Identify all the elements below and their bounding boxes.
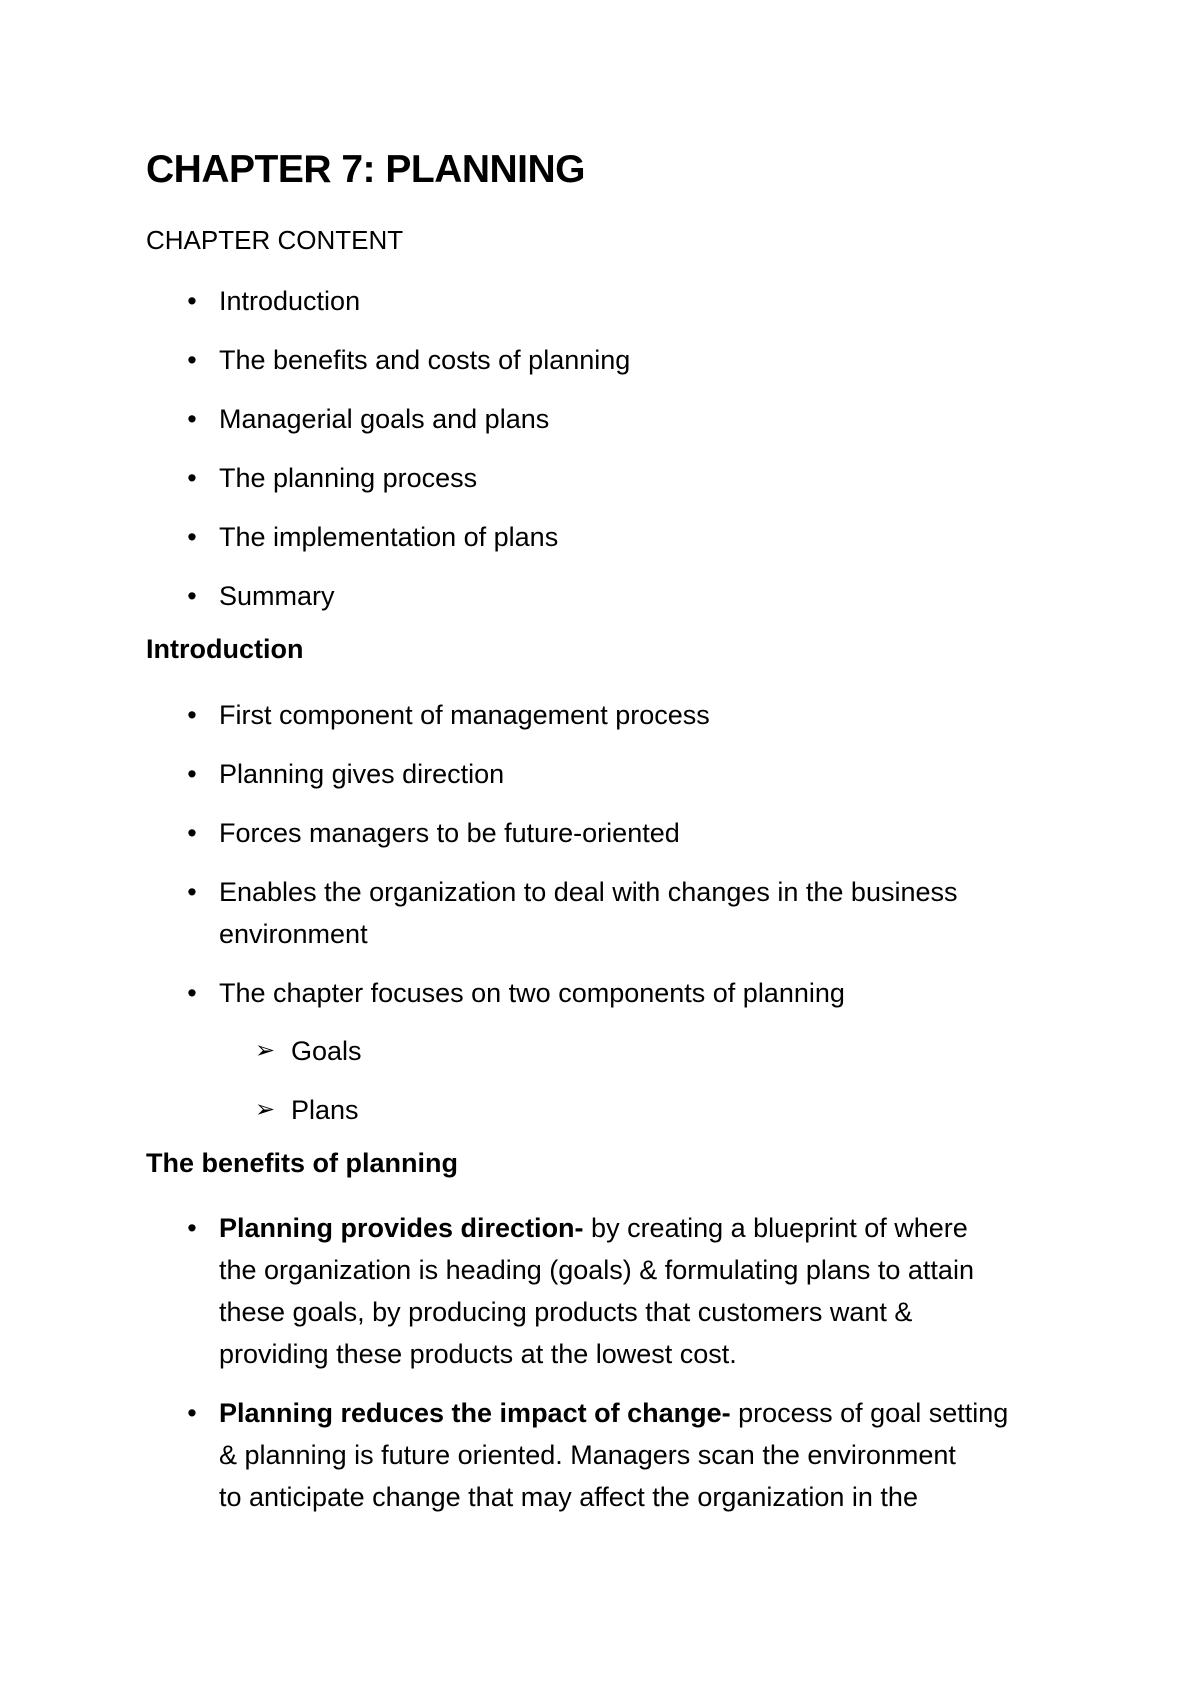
page-title: CHAPTER 7: PLANNING xyxy=(146,148,586,191)
bullet-icon: • xyxy=(187,404,197,434)
bullet-icon: • xyxy=(187,286,197,316)
benefit-line: & planning is future oriented. Managers scan the environment xyxy=(219,1440,956,1470)
bullet-icon: • xyxy=(187,522,197,552)
bullet-icon: • xyxy=(187,345,197,375)
benefit-line: to anticipate change that may affect the organization in the xyxy=(219,1482,918,1512)
bullet-icon: • xyxy=(187,877,197,907)
benefit-line: the organization is heading (goals) & formulating plans to attain xyxy=(219,1255,974,1285)
contents-heading: CHAPTER CONTENT xyxy=(146,225,404,255)
benefit-line: Planning provides direction- by creating a blueprint of where xyxy=(219,1213,968,1243)
benefit-lead: Planning reduces the impact of change- xyxy=(219,1398,731,1428)
bullet-icon: • xyxy=(187,1213,197,1243)
benefit-lead: Planning provides direction- xyxy=(219,1213,584,1243)
bullet-icon: • xyxy=(187,1398,197,1428)
bullet-icon: • xyxy=(187,818,197,848)
benefit-line: providing these products at the lowest cost. xyxy=(219,1339,737,1369)
arrow-bullet-icon: ➢ xyxy=(255,1037,276,1064)
benefit-line: these goals, by producing products that customers want & xyxy=(219,1297,913,1327)
intro-heading: Introduction xyxy=(146,634,304,664)
bullet-icon: • xyxy=(187,978,197,1008)
arrow-bullet-icon: ➢ xyxy=(255,1096,276,1123)
bullet-icon: • xyxy=(187,581,197,611)
benefits-heading: The benefits of planning xyxy=(146,1148,458,1178)
bullet-icon: • xyxy=(187,759,197,789)
benefit-line: Planning reduces the impact of change- process of goal setting xyxy=(219,1398,1009,1428)
document-page: CHAPTER 7: PLANNING CHAPTER CONTENT • Introduction • The benefits and costs of planning • Managerial goals and plans • The planning process • The implementation of plans • Summary Introduction • First component of management process • Planning gives direction • Forces managers to be future-oriented • Enables the organization to deal with changes in the business environment • The chapter focuses on two components of planning ➢ Goals ➢ Plans The benefits of planning • Planning provides direction- by creating a blueprint of where the organization is heading (goals) & formulating plans to attain these goals, by producing products that customers want & providing these products at the lowest cost. • Planning reduces the impact of change- process of goal setting & planning is future oriented. Managers scan the environment to anticipate change that may affect the organization in the xyxy=(0,0,1200,1698)
bullet-icon: • xyxy=(187,700,197,730)
bullet-icon: • xyxy=(187,463,197,493)
